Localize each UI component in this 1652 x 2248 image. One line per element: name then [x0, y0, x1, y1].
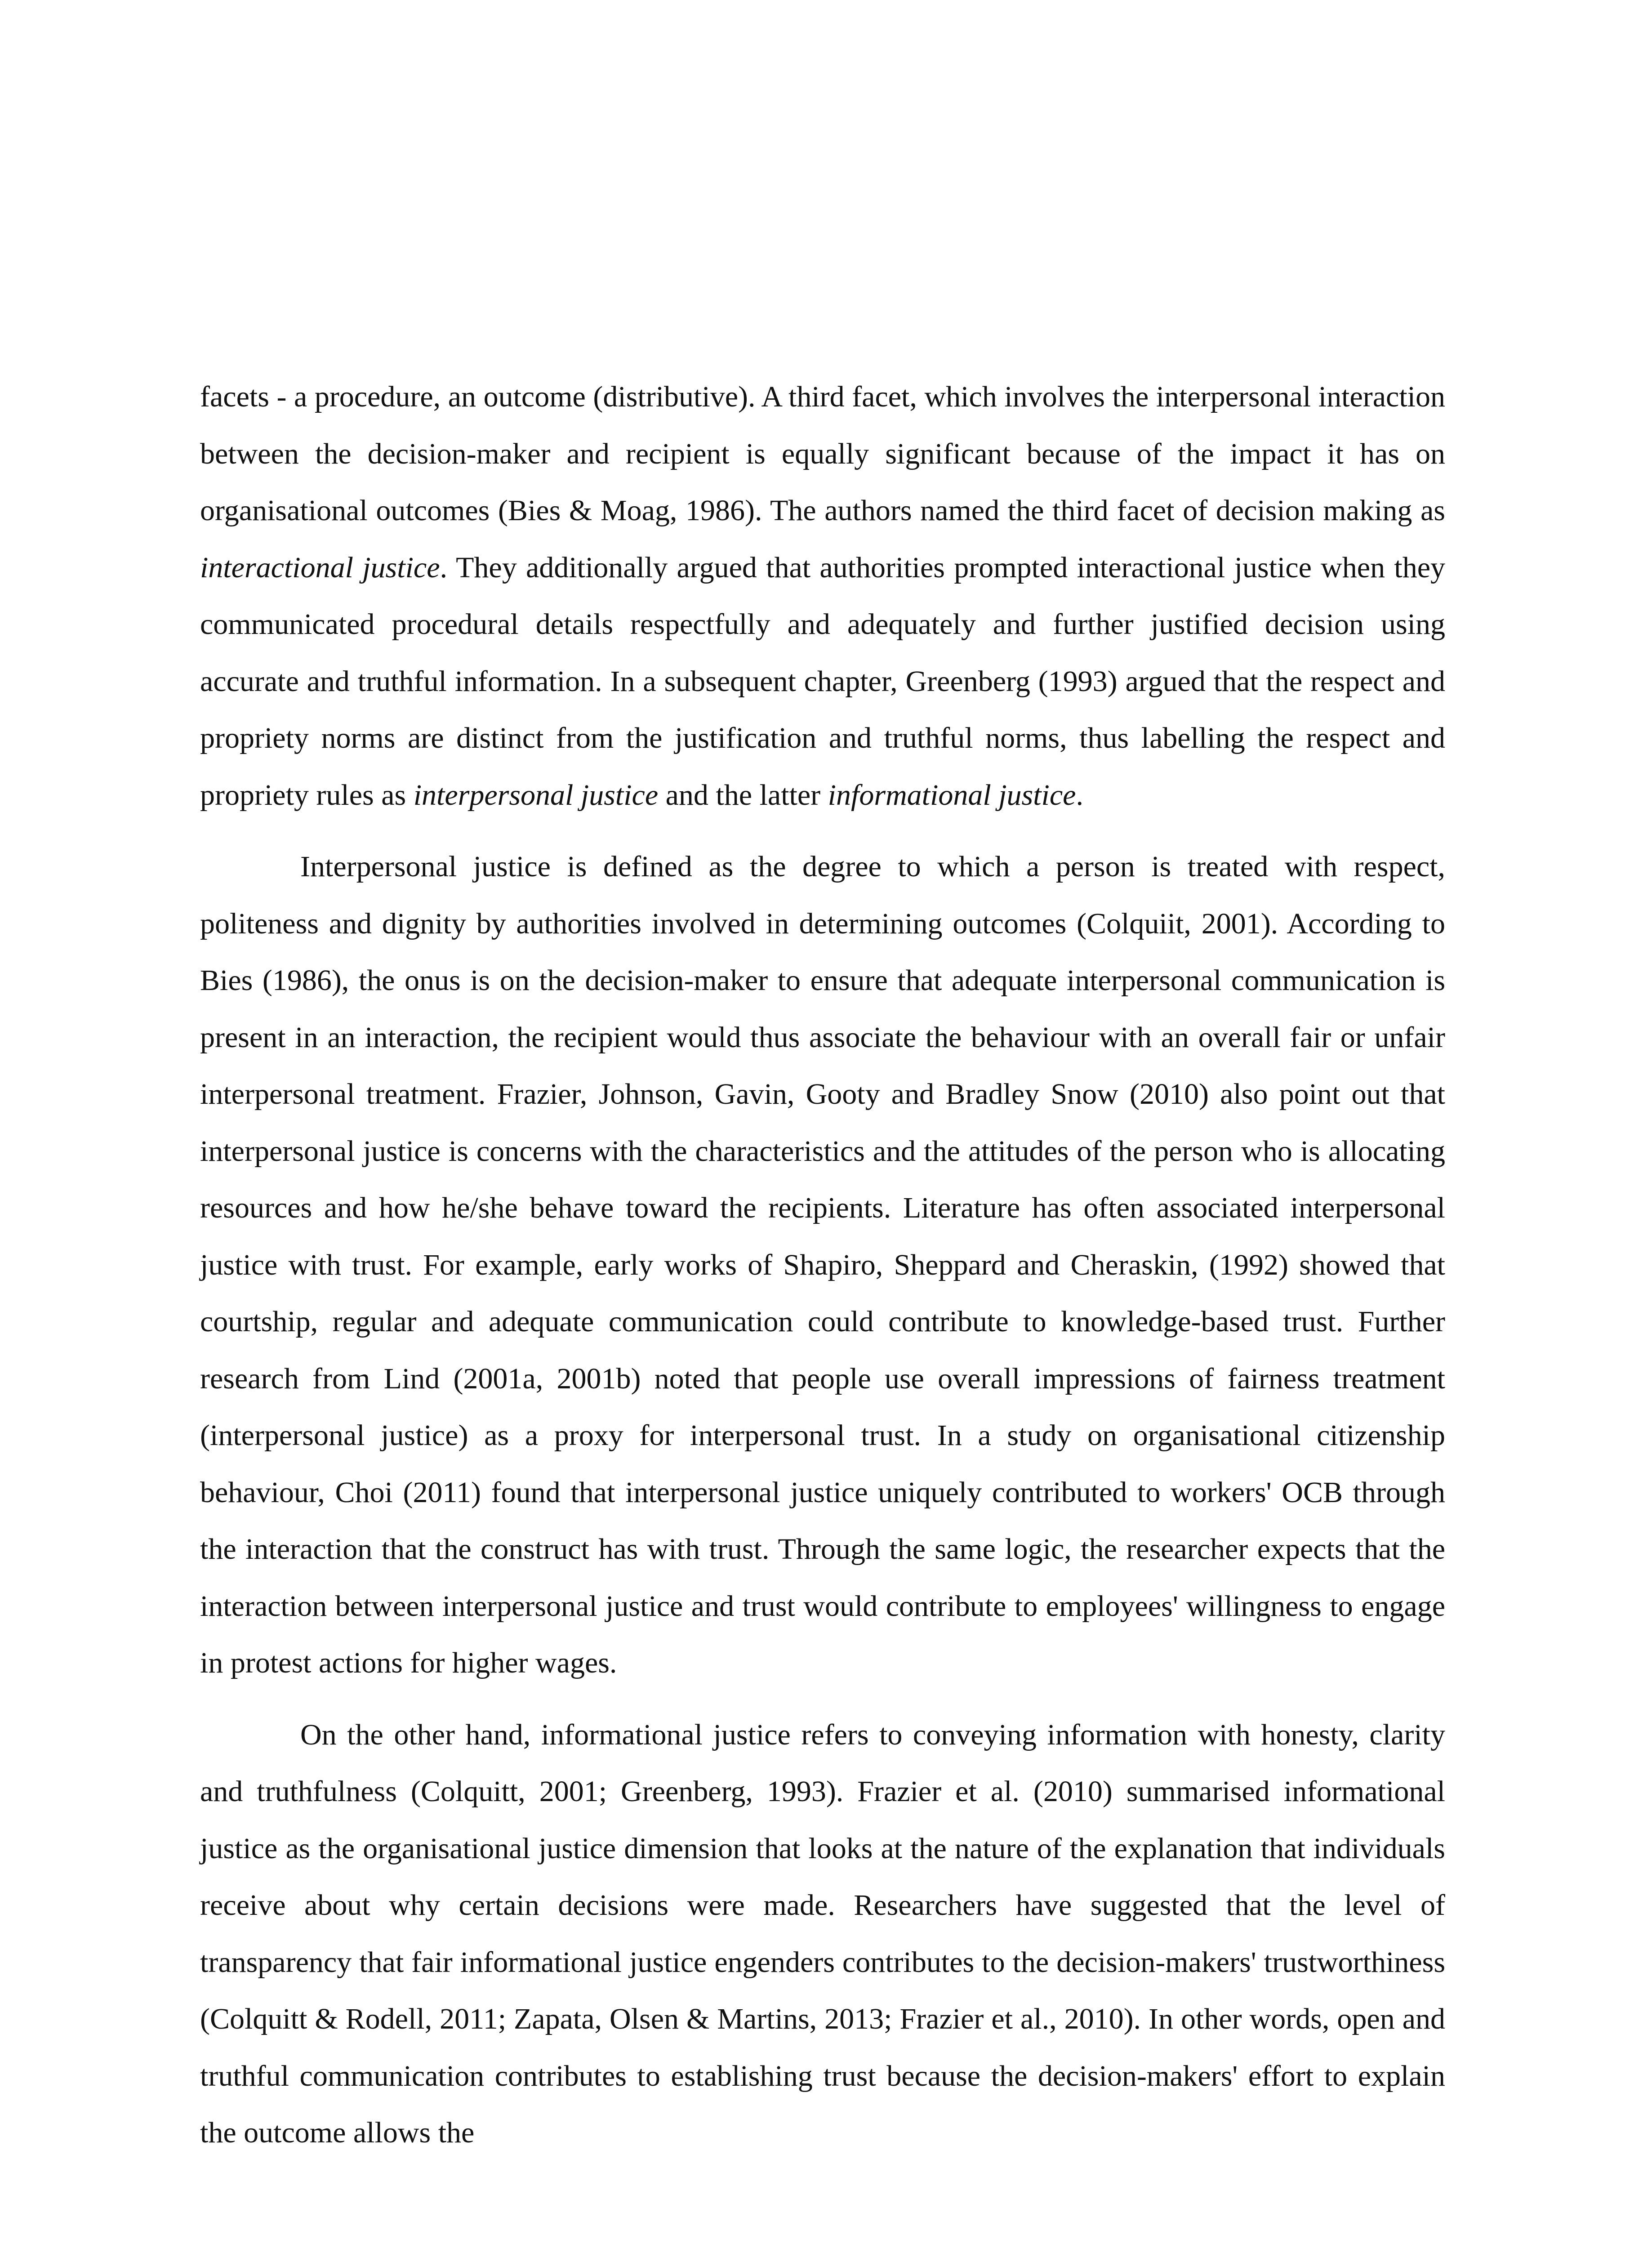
- text-run: .: [1076, 778, 1083, 812]
- paragraph: [200, 369, 1445, 824]
- text-run: and the latter: [658, 778, 828, 812]
- italic-term: informational justice: [828, 778, 1076, 812]
- text-run: Interpersonal justice is defined as the degree to which a person is treated with respect, politeness and dignity by authorities involved in determining outcomes (Colquiit, 2001). According to Bies (1986), the onus is on the decision-maker to ensure that adequate interpersonal communication is present in an interaction, the recipient would thus associate the behaviour with an overall fair or unfair interpersonal treatment. Frazier, Johnson, Gavin, Gooty and Bradley Snow (2010) also point out that interpersonal justice is concerns with the characteristics and the attitudes of the person who is allocating resources and how he/she behave toward the recipients. Literature has often associated interpersonal justice with trust. For example, early works of Shapiro, Sheppard and Cheraskin, (1992) showed that courtship, regular and adequate communication could contribute to knowledge-based trust. Further research from Lind (2001a, 2001b) noted that people use overall impressions of fairness treatment (interpersonal justice) as a proxy for interpersonal trust. In a study on organisational citizenship behaviour, Choi (2011) found that interpersonal justice uniquely contributed to workers' OCB through the interaction that the construct has with trust. Through the same logic, the researcher expects that the interaction between interpersonal justice and trust would contribute to employees' willingness to engage in protest actions for higher wages.: [200, 850, 1445, 1679]
- paragraph: [200, 1707, 1445, 2162]
- text-run: . They additionally argued that authorities prompted interactional justice when they communicated procedural details respectfully and adequately and further justified decision using accurate and truthful information. In a subsequent chapter, Greenberg (1993) argued that the respect and propriety norms are distinct from the justification and truthful norms, thus labelling the respect and propriety rules as: [200, 551, 1445, 812]
- text-run: On the other hand, informational justice refers to conveying information with honesty, clarity and truthfulness (Colquitt, 2001; Greenberg, 1993). Frazier et al. (2010) summarised informational justice as the organisational justice dimension that looks at the nature of the explanation that individuals receive about why certain decisions were made. Researchers have suggested that the level of transparency that fair informational justice engenders contributes to the decision-makers' trustworthiness (Colquitt & Rodell, 2011; Zapata, Olsen & Martins, 2013; Frazier et al., 2010). In other words, open and truthful communication contributes to establishing trust because the decision-makers' effort to explain the outcome allows the: [200, 1718, 1445, 2149]
- body-text: [200, 369, 1445, 2162]
- text-run: facets - a procedure, an outcome (distributive). A third facet, which involves the interpersonal interaction between the decision-maker and recipient is equally significant because of the impact it has on organisational outcomes (Bies & Moag, 1986). The authors named the third facet of decision making as: [200, 380, 1445, 527]
- italic-term: interpersonal justice: [413, 778, 659, 812]
- paragraph: [200, 839, 1445, 1692]
- italic-term: interactional justice: [200, 551, 440, 584]
